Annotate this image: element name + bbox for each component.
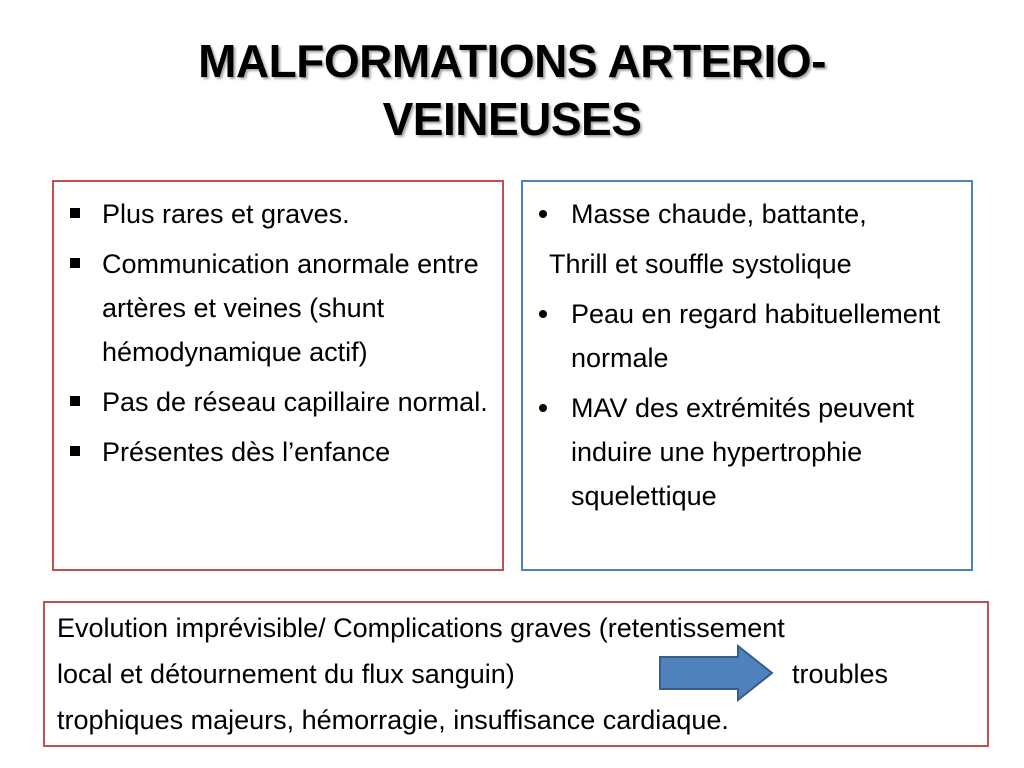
slide-title: [0, 32, 1024, 148]
title-line-2: VEINEUSES: [382, 93, 642, 145]
bottom-line-3: trophiques majeurs, hémorragie, insuffisance cardiaque.: [57, 705, 729, 735]
square-bullet-icon: [70, 208, 80, 218]
list-continuation: Thrill et souffle systolique: [549, 249, 852, 279]
list-item: Masse chaude, battante,: [533, 192, 968, 236]
round-bullet-icon: [539, 404, 547, 412]
list-item: Présentes dès l’enfance: [68, 430, 498, 474]
bottom-line-2: local et détournement du flux sanguin): [57, 659, 515, 689]
list-item: Plus rares et graves.: [68, 192, 498, 236]
bottom-text-box: [43, 601, 989, 747]
list-item: Pas de réseau capillaire normal.: [68, 380, 498, 424]
round-bullet-icon: [539, 210, 547, 218]
square-bullet-icon: [70, 396, 80, 406]
bottom-line-1: Evolution imprévisible/ Complications graves (retentissement: [57, 613, 785, 643]
round-bullet-icon: [539, 310, 547, 318]
right-arrow-icon: [658, 644, 774, 702]
left-text-box: [52, 180, 504, 571]
title-line-1: MALFORMATIONS ARTERIO-: [198, 35, 826, 87]
bottom-paragraph: [57, 605, 982, 743]
bottom-line-2-end: troubles: [792, 659, 889, 689]
square-bullet-icon: [70, 446, 80, 456]
square-bullet-icon: [70, 258, 80, 268]
list-item: MAV des extrémités peuvent induire une hypertrophie squelettique: [533, 386, 968, 518]
right-bullet-list: [533, 192, 968, 524]
left-bullet-list: [68, 192, 498, 480]
list-item: Peau en regard habituellement normale: [533, 292, 968, 380]
list-item: Communication anormale entre artères et veines (shunt hémodynamique actif): [68, 242, 498, 374]
right-text-box: [521, 180, 973, 571]
